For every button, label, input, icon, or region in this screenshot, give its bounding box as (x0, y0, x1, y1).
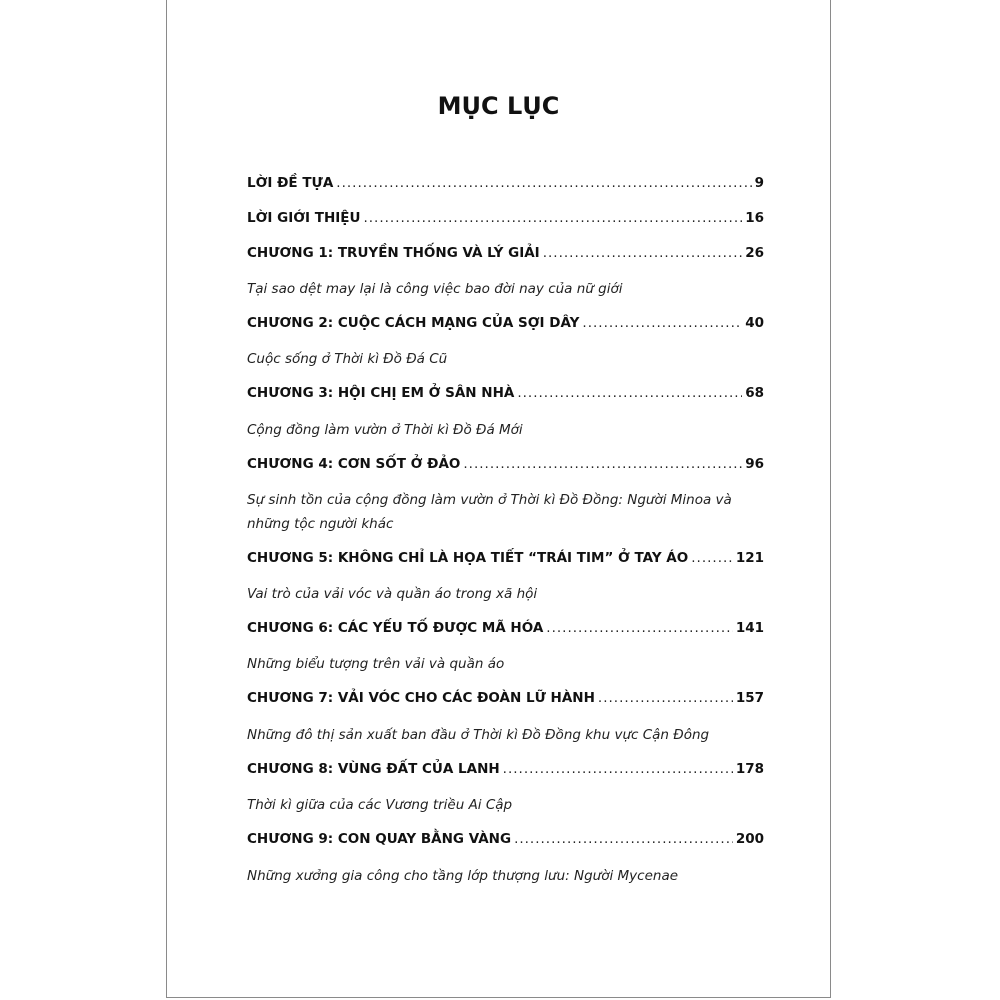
toc-entry-page: 200 (735, 831, 764, 847)
toc-entry-label: CHƯƠNG 3: HỘI CHỊ EM Ở SÂN NHÀ (247, 385, 515, 401)
toc-entry-subtitle: Tại sao dệt may lại là công việc bao đời nay của nữ giới (247, 281, 623, 297)
toc-entry-page: 96 (745, 456, 764, 472)
toc-entry-subtitle: Sự sinh tồn của cộng đồng làm vườn ở Thời kì Đồ Đồng: Người Minoa và những tộc người khác (247, 492, 732, 532)
toc-entry-page: 68 (745, 385, 764, 401)
toc-entry-label: CHƯƠNG 2: CUỘC CÁCH MẠNG CỦA SỢI DÂY (247, 315, 580, 331)
dot-leader (336, 175, 751, 191)
toc-entry (247, 315, 764, 337)
dot-leader (691, 550, 733, 566)
toc-entry-subtitle: Những biểu tượng trên vải và quần áo (247, 656, 505, 672)
dot-leader (582, 315, 742, 331)
toc-entry (247, 175, 764, 197)
dot-leader (463, 456, 742, 472)
toc-entry (247, 831, 764, 853)
dot-leader (514, 831, 733, 847)
toc-entry-page: 121 (735, 550, 764, 566)
dot-leader (543, 245, 743, 261)
toc-entry (247, 210, 764, 232)
toc-entry (247, 761, 764, 783)
toc-entry-label: LỜI GIỚI THIỆU (247, 210, 361, 226)
toc-entry-label: CHƯƠNG 7: VẢI VÓC CHO CÁC ĐOÀN LỮ HÀNH (247, 690, 595, 706)
toc-entry-page: 178 (735, 761, 764, 777)
dot-leader (503, 761, 733, 777)
toc-entry (247, 690, 764, 712)
toc-entry (247, 385, 764, 407)
dot-leader (363, 210, 742, 226)
toc-entry (247, 550, 764, 572)
toc-entry-page: 9 (754, 175, 764, 191)
toc-entry-page: 141 (735, 620, 764, 636)
dot-leader (598, 690, 733, 706)
toc-entry-subtitle: Vai trò của vải vóc và quần áo trong xã hội (247, 586, 538, 602)
toc-entry-subtitle: Những xưởng gia công cho tầng lớp thượng lưu: Người Mycenae (247, 868, 679, 884)
page-title: MỤC LỤC (437, 92, 560, 120)
toc-entry-page: 26 (745, 245, 764, 261)
toc-entry-label: CHƯƠNG 1: TRUYỀN THỐNG VÀ LÝ GIẢI (247, 245, 540, 261)
toc-entry-label: CHƯƠNG 8: VÙNG ĐẤT CỦA LANH (247, 761, 500, 777)
toc-entry-subtitle: Cuộc sống ở Thời kì Đồ Đá Cũ (247, 351, 448, 367)
toc-entry-page: 40 (745, 315, 764, 331)
toc-entry-page: 157 (735, 690, 764, 706)
toc-entry-subtitle: Cộng đồng làm vườn ở Thời kì Đồ Đá Mới (247, 422, 523, 438)
toc-entry-label: CHƯƠNG 5: KHÔNG CHỈ LÀ HỌA TIẾT “TRÁI TIM” Ở TAY ÁO (247, 550, 689, 566)
toc-entry-label: CHƯƠNG 4: CƠN SỐT Ở ĐẢO (247, 456, 461, 472)
toc-entry-label: CHƯƠNG 6: CÁC YẾU TỐ ĐƯỢC MÃ HÓA (247, 620, 544, 636)
toc-entry (247, 456, 764, 478)
toc-entry-subtitle: Thời kì giữa của các Vương triều Ai Cập (247, 797, 513, 813)
toc-entry-page: 16 (745, 210, 764, 226)
dot-leader (546, 620, 733, 636)
toc-entry-label: CHƯƠNG 9: CON QUAY BẰNG VÀNG (247, 831, 512, 847)
toc-entry (247, 620, 764, 642)
toc-entry-subtitle: Những đô thị sản xuất ban đầu ở Thời kì Đồ Đồng khu vực Cận Đông (247, 727, 710, 743)
dot-leader (517, 385, 742, 401)
book-page (166, 0, 831, 998)
toc-entry-label: LỜI ĐỀ TỰA (247, 175, 334, 191)
toc-entry (247, 245, 764, 267)
